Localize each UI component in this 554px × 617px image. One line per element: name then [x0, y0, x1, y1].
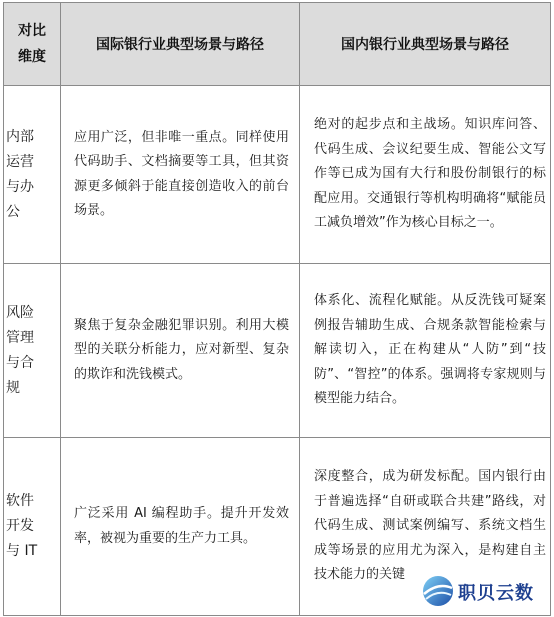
- domestic-cell: 体系化、流程化赋能。从反洗钱可疑案例报告辅助生成、合规条款智能检索与解读切入，正在构建从“人防”到“技防”、“智控”的体系。强调将专家规则与模型能力结合。: [300, 264, 551, 438]
- watermark-text: 职贝云数: [458, 583, 534, 604]
- watermark-logo: [420, 574, 552, 608]
- dimension-cell: 软件 开发 与 IT: [4, 438, 61, 616]
- table-row: [4, 86, 551, 264]
- header-international: 国际银行业典型场景与路径: [61, 3, 300, 86]
- dimension-cell: 内部 运营 与办 公: [4, 86, 61, 264]
- domestic-cell: 绝对的起步点和主战场。知识库问答、代码生成、会议纪要生成、智能公文写作等已成为国有大行和股份制银行的标配应用。交通银行等机构明确将“赋能员工减负增效”作为核心目标之一。: [300, 86, 551, 264]
- header-dimension: 对比 维度: [4, 3, 61, 86]
- international-cell: 应用广泛，但非唯一重点。同样使用代码助手、文档摘要等工具，但其资源更多倾斜于能直接创造收入的前台场景。: [61, 86, 300, 264]
- domestic-cell: 深度整合，成为研发标配。国内银行由于普遍选择“自研或联合共建”路线，对代码生成、测试案例编写、系统文档生成等场景的应用尤为深入，是构建自主技术能力的关键: [300, 438, 551, 616]
- header-row: [4, 3, 551, 86]
- international-cell: 聚焦于复杂金融犯罪识别。利用大模型的关联分析能力，应对新型、复杂的欺诈和洗钱模式。: [61, 264, 300, 438]
- table-row: [4, 264, 551, 438]
- dimension-cell: 风险 管理 与合 规: [4, 264, 61, 438]
- header-domestic: 国内银行业典型场景与路径: [300, 3, 551, 86]
- comparison-table: [3, 2, 551, 616]
- globe-icon: [420, 574, 456, 608]
- international-cell: 广泛采用 AI 编程助手。提升开发效率，被视为重要的生产力工具。: [61, 438, 300, 616]
